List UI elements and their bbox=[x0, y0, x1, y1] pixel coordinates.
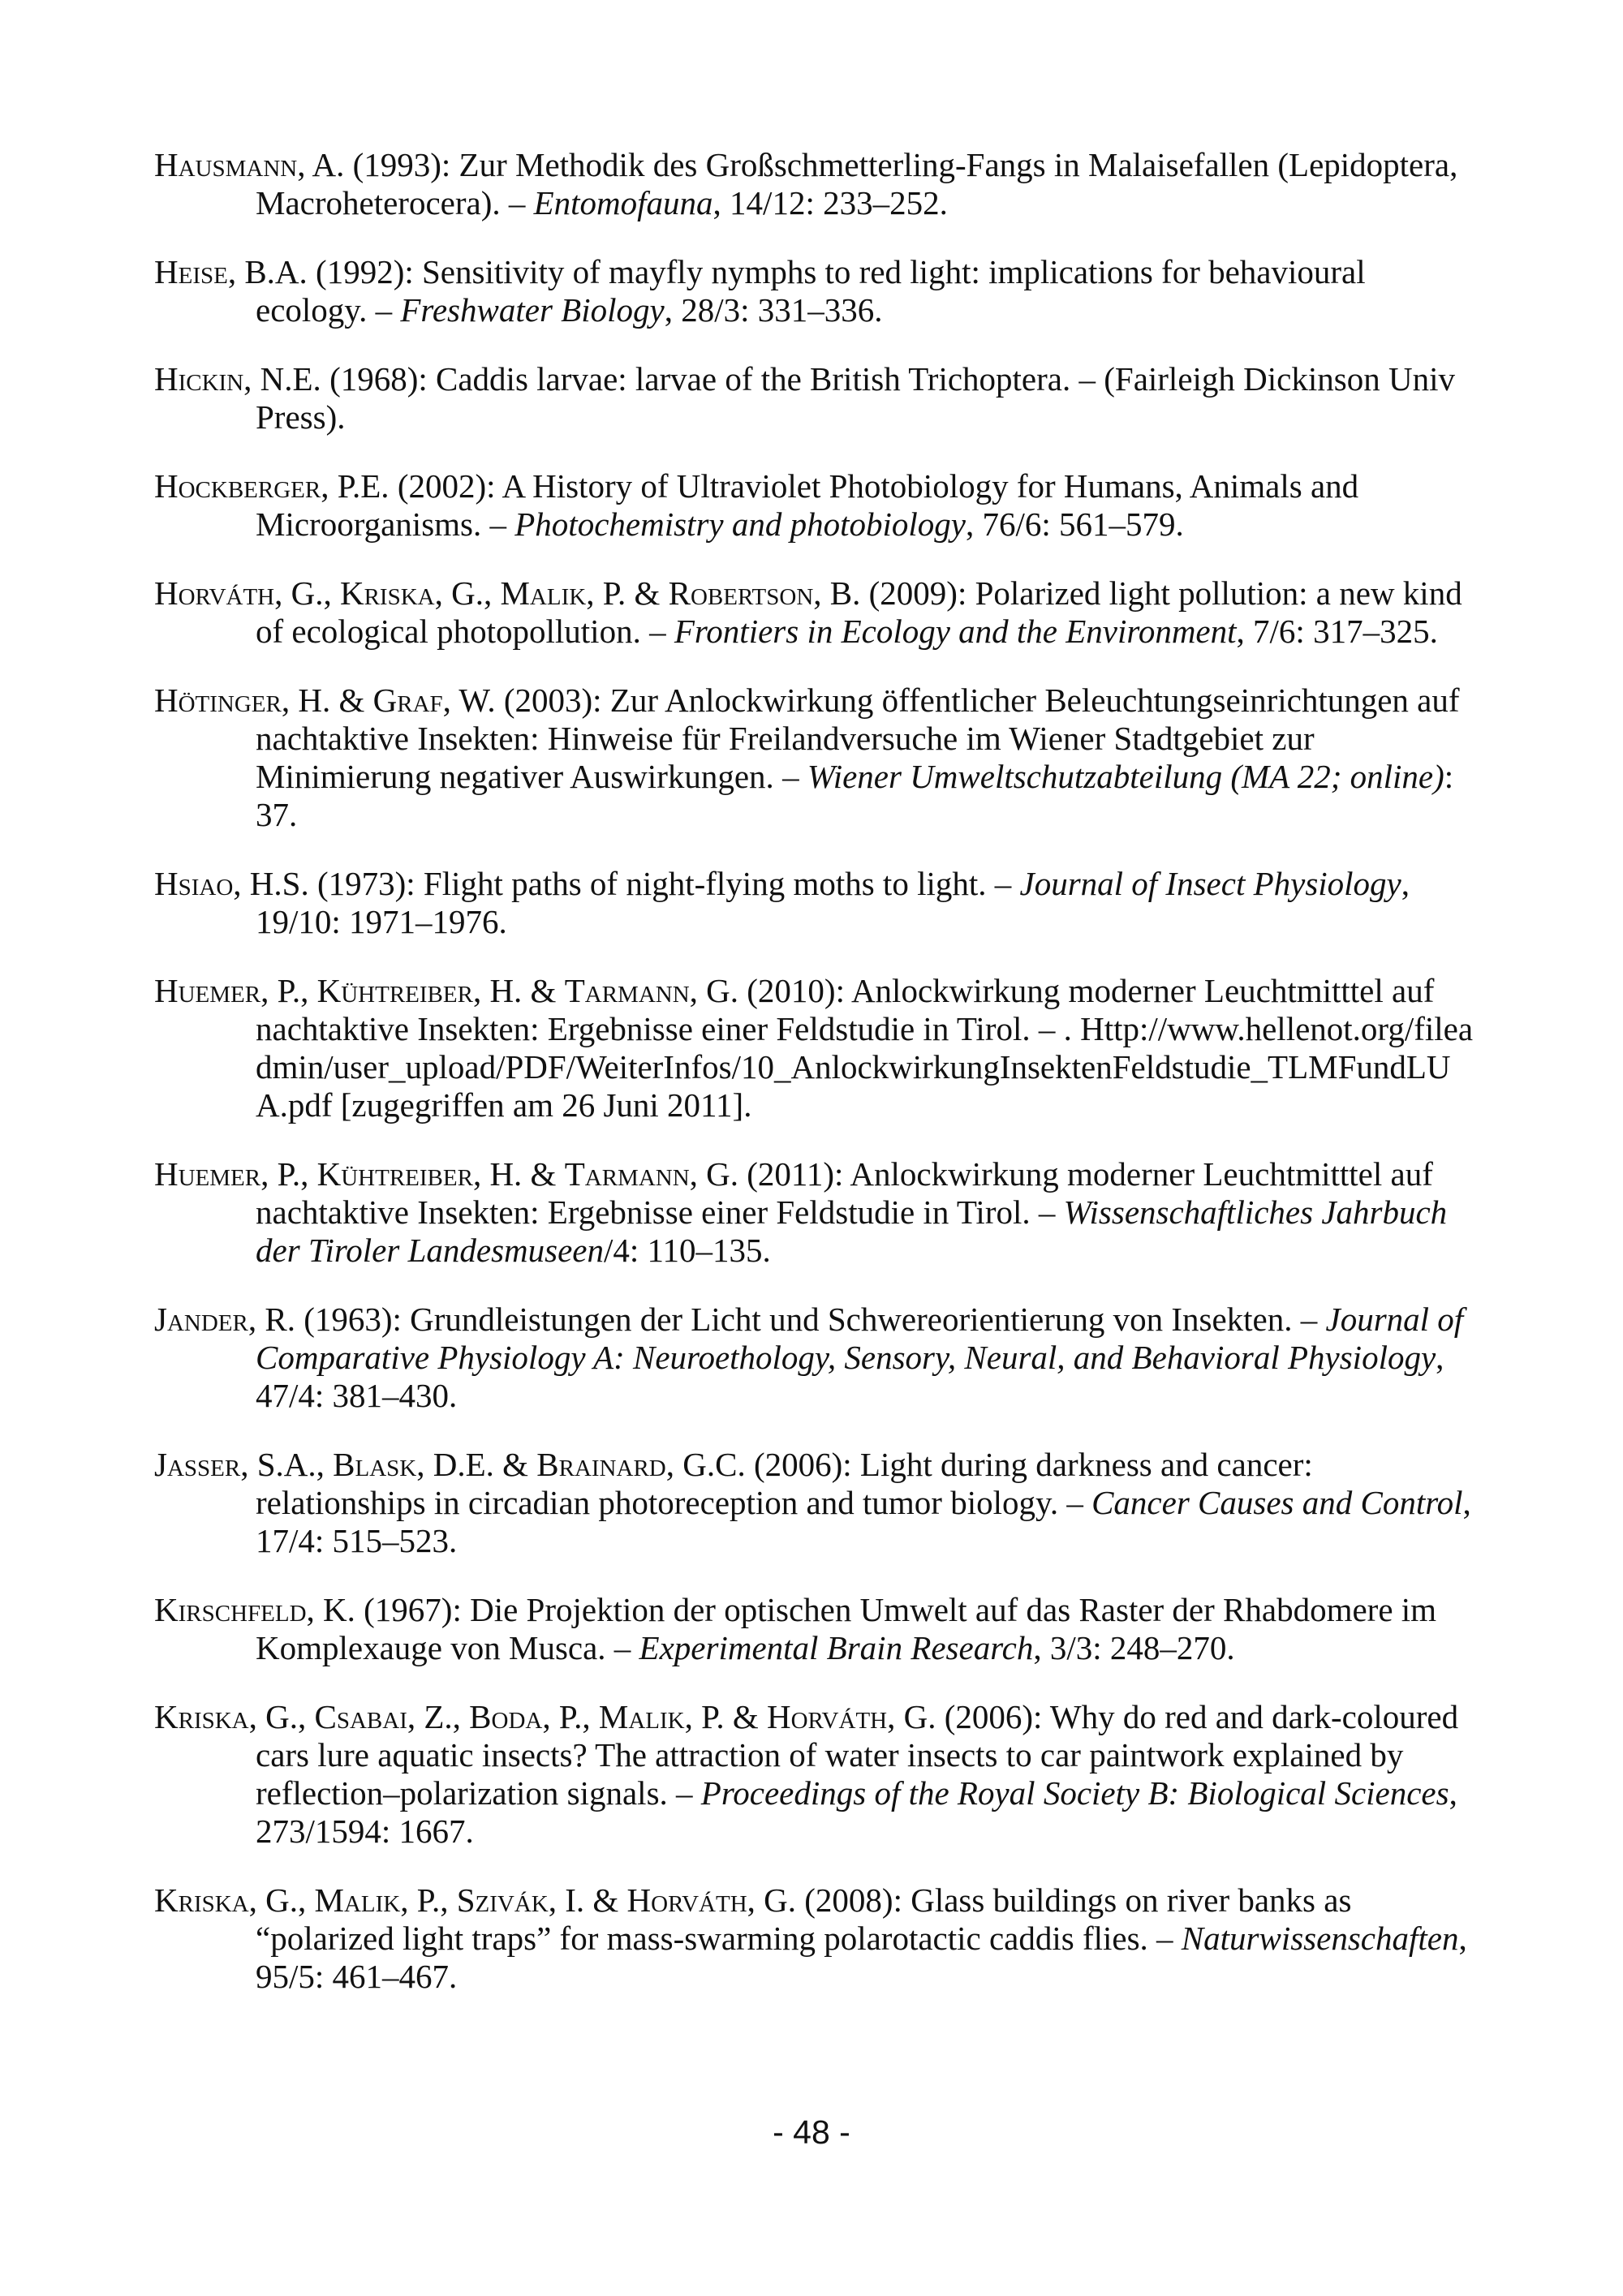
reference-entry bbox=[154, 1155, 1477, 1270]
reference-year-title: (1973): Flight paths of night-flying moths to light. bbox=[308, 865, 987, 902]
reference-pages: /5: 461–467. bbox=[289, 1958, 458, 1995]
reference-separator: , bbox=[965, 505, 983, 543]
author-initials: , P., bbox=[542, 1698, 599, 1735]
author-initials: , P.E. bbox=[321, 467, 390, 505]
author-initials: , W. bbox=[442, 681, 496, 719]
reference-year-title: (1968): Caddis larvae: larvae of the British Trichoptera. – (Fairleigh Dickinson Univ Press). bbox=[256, 360, 1455, 436]
reference-year-title: (2006): Why do red and dark-coloured cars lure aquatic insects? The attraction of water insects to car paintwork explained by reflection–polarization signals. bbox=[256, 1698, 1459, 1812]
author-initials: , H. & bbox=[472, 1155, 565, 1193]
author-initials: , G., bbox=[274, 574, 340, 612]
reference-separator: , bbox=[664, 291, 682, 329]
author-initials: , Z., bbox=[407, 1698, 470, 1735]
reference-year-title: (1967): Die Projektion der optischen Umwelt auf das Raster der Rhabdomere im Komplexauge von Musca. bbox=[256, 1591, 1437, 1666]
journal-name: Naturwissenschaften bbox=[1181, 1920, 1459, 1957]
author-surname: Kühtreiber bbox=[316, 972, 473, 1009]
reference-entry bbox=[154, 865, 1477, 941]
reference-url: Http://www.hellenot.org/fileadmin/user_upload/PDF/WeiterInfos/10_AnlockwirkungInsektenFeldstudie_TLMFundLUA.pdf bbox=[256, 1010, 1474, 1124]
journal-volume: 17 bbox=[256, 1522, 289, 1559]
author-surname: Kriska bbox=[339, 574, 435, 612]
reference-dash: – bbox=[1030, 1193, 1064, 1231]
journal-name: Photochemistry and photobiology bbox=[514, 505, 966, 543]
journal-name: Journal of Insect Physiology bbox=[1019, 865, 1401, 902]
author-surname: Kriska bbox=[154, 1881, 249, 1919]
reference-separator: , bbox=[1462, 1484, 1471, 1521]
author-surname: Kirschfeld bbox=[154, 1591, 307, 1628]
author-surname: Malik bbox=[598, 1698, 685, 1735]
reference-pages: /6: 317–325. bbox=[1269, 613, 1438, 650]
reference-separator: , bbox=[1449, 1774, 1457, 1812]
author-initials: , I. & bbox=[548, 1881, 627, 1919]
journal-name: Entomofauna bbox=[533, 184, 713, 221]
reference-separator: , bbox=[712, 184, 730, 221]
author-initials: , G., bbox=[248, 1881, 315, 1919]
reference-entry bbox=[154, 467, 1477, 544]
reference-pages: /1594: 1667. bbox=[305, 1812, 474, 1850]
reference-dash: – bbox=[1147, 1920, 1182, 1957]
reference-separator: , bbox=[1401, 865, 1410, 902]
author-initials: , N.E. bbox=[243, 360, 321, 398]
journal-volume: 14 bbox=[730, 184, 764, 221]
author-surname: Jander bbox=[154, 1301, 248, 1338]
journal-volume: 76 bbox=[982, 505, 1016, 543]
reference-pages: /4: 110–135. bbox=[603, 1232, 771, 1269]
author-surname: Horváth bbox=[766, 1698, 888, 1735]
author-surname: Malik bbox=[500, 574, 587, 612]
reference-entry bbox=[154, 146, 1477, 222]
author-surname: Hockberger bbox=[154, 467, 321, 505]
author-initials: , S.A., bbox=[240, 1446, 334, 1483]
author-surname: Hausmann bbox=[154, 146, 298, 183]
reference-year-title: (2006): Light during darkness and cancer: relationships in circadian photoreception and tumor biology. bbox=[256, 1446, 1313, 1521]
author-initials: , G. bbox=[689, 972, 739, 1009]
page-number: - 48 - bbox=[773, 2113, 850, 2151]
reference-dash: – bbox=[1058, 1484, 1092, 1521]
author-surname: Blask bbox=[333, 1446, 417, 1483]
author-surname: Hötinger bbox=[154, 681, 282, 719]
author-surname: Robertson bbox=[668, 574, 814, 612]
reference-dash: – bbox=[986, 865, 1020, 902]
journal-volume: 47 bbox=[256, 1377, 289, 1414]
reference-entry bbox=[154, 1881, 1477, 1996]
reference-separator: , bbox=[1436, 1339, 1444, 1376]
journal-volume: 7 bbox=[1253, 613, 1270, 650]
reference-pages: [zugegriffen am 26 Juni 2011]. bbox=[332, 1086, 752, 1124]
journal-name: Proceedings of the Royal Society B: Biological Sciences bbox=[700, 1774, 1449, 1812]
journal-volume: 28 bbox=[681, 291, 715, 329]
reference-entry bbox=[154, 1446, 1477, 1560]
author-initials: , B. bbox=[813, 574, 861, 612]
reference-dash: – bbox=[640, 613, 674, 650]
author-initials: , B.A. bbox=[227, 253, 308, 290]
author-surname: Hsiao bbox=[154, 865, 234, 902]
author-initials: , H.S. bbox=[233, 865, 309, 902]
reference-pages: /3: 331–336. bbox=[714, 291, 883, 329]
reference-dash: – bbox=[367, 291, 401, 329]
reference-pages: /10: 1971–1976. bbox=[289, 903, 507, 940]
reference-entry bbox=[154, 681, 1477, 834]
author-surname: Kühtreiber bbox=[316, 1155, 473, 1193]
journal-name: Journal of Comparative Physiology A: Neuroethology, Sensory, Neural, and Behavioral Physiology bbox=[256, 1301, 1464, 1376]
reference-entry bbox=[154, 1698, 1477, 1851]
author-initials: , A. bbox=[297, 146, 345, 183]
reference-dash: – bbox=[773, 758, 807, 795]
journal-volume: 3 bbox=[1049, 1629, 1067, 1666]
reference-separator: , bbox=[1236, 613, 1254, 650]
author-initials: , P., bbox=[260, 972, 317, 1009]
reference-dash: – bbox=[667, 1774, 701, 1812]
author-surname: Huemer bbox=[154, 1155, 261, 1193]
reference-year-title: (2003): Zur Anlockwirkung öffentlicher Beleuchtungseinrichtungen auf nachtaktive Insekten: Hinweise für Freilandversuche im Wiener Stadtgebiet zur Minimierung negativer Auswirkungen. bbox=[256, 681, 1460, 795]
reference-pages: /3: 248–270. bbox=[1066, 1629, 1235, 1666]
reference-year-title: (1993): Zur Methodik des Großschmetterling-Fangs in Malaisefallen (Lepidoptera, Macroheterocera). bbox=[256, 146, 1458, 221]
author-initials: , P., bbox=[400, 1881, 457, 1919]
author-surname: Csabai bbox=[314, 1698, 407, 1735]
reference-dash: – bbox=[1292, 1301, 1326, 1338]
author-surname: Tarmann bbox=[564, 972, 690, 1009]
reference-dash: – bbox=[500, 184, 534, 221]
journal-name: Cancer Causes and Control bbox=[1091, 1484, 1463, 1521]
reference-list bbox=[154, 146, 1477, 2027]
author-initials: , G. bbox=[689, 1155, 739, 1193]
reference-pages: : 37. bbox=[256, 758, 1454, 833]
reference-entry bbox=[154, 972, 1477, 1124]
reference-pages: /4: 515–523. bbox=[289, 1522, 458, 1559]
journal-name: Wissenschaftliches Jahrbuch der Tiroler Landesmuseen bbox=[256, 1193, 1448, 1269]
author-surname: Szivák bbox=[456, 1881, 549, 1919]
author-surname: Graf bbox=[372, 681, 443, 719]
author-initials: , G.C. bbox=[665, 1446, 746, 1483]
reference-year-title: (2011): Anlockwirkung moderner Leuchtmitttel auf nachtaktive Insekten: Ergebnisse einer Feldstudie in Tirol. bbox=[256, 1155, 1433, 1231]
author-surname: Huemer bbox=[154, 972, 261, 1009]
reference-pages: /6: 561–579. bbox=[1015, 505, 1184, 543]
journal-name: Frontiers in Ecology and the Environment bbox=[674, 613, 1237, 650]
author-initials: , H. & bbox=[281, 681, 373, 719]
author-surname: Jasser bbox=[154, 1446, 241, 1483]
reference-entry bbox=[154, 1301, 1477, 1415]
author-surname: Malik bbox=[314, 1881, 401, 1919]
reference-year-title: (2010): Anlockwirkung moderner Leuchtmitttel auf nachtaktive Insekten: Ergebnisse einer Feldstudie in Tirol. – . bbox=[256, 972, 1435, 1047]
reference-entry bbox=[154, 574, 1477, 651]
reference-pages: /12: 233–252. bbox=[763, 184, 948, 221]
author-initials: , G. bbox=[887, 1698, 936, 1735]
author-surname: Tarmann bbox=[564, 1155, 690, 1193]
reference-entry bbox=[154, 1591, 1477, 1667]
author-surname: Hickin bbox=[154, 360, 244, 398]
author-surname: Horváth bbox=[154, 574, 275, 612]
reference-pages: /4: 381–430. bbox=[289, 1377, 458, 1414]
author-initials: , H. & bbox=[472, 972, 565, 1009]
author-initials: , G. bbox=[747, 1881, 797, 1919]
author-surname: Kriska bbox=[154, 1698, 249, 1735]
reference-year-title: (2002): A History of Ultraviolet Photobiology for Humans, Animals and Microorganisms. bbox=[256, 467, 1359, 543]
author-initials: , D.E. & bbox=[416, 1446, 537, 1483]
reference-dash: – bbox=[481, 505, 515, 543]
reference-entry bbox=[154, 360, 1477, 436]
journal-volume: 273 bbox=[256, 1812, 306, 1850]
author-surname: Boda bbox=[469, 1698, 543, 1735]
journal-name: Experimental Brain Research bbox=[639, 1629, 1034, 1666]
author-initials: , K. bbox=[306, 1591, 355, 1628]
author-surname: Heise bbox=[154, 253, 228, 290]
author-surname: Horváth bbox=[626, 1881, 747, 1919]
journal-name: Freshwater Biology bbox=[400, 291, 665, 329]
author-surname: Brainard bbox=[536, 1446, 666, 1483]
journal-name: Wiener Umweltschutzabteilung (MA 22; online) bbox=[807, 758, 1444, 795]
journal-volume: 19 bbox=[256, 903, 289, 940]
reference-year-title: (1963): Grundleistungen der Licht und Schwereorientierung von Insekten. bbox=[295, 1301, 1293, 1338]
reference-dash: – bbox=[605, 1629, 639, 1666]
author-initials: , G., bbox=[248, 1698, 315, 1735]
author-initials: , P. & bbox=[586, 574, 669, 612]
author-initials: , P. & bbox=[684, 1698, 767, 1735]
reference-separator: , bbox=[1033, 1629, 1050, 1666]
author-initials: , P., bbox=[260, 1155, 317, 1193]
reference-year-title: (2009): Polarized light pollution: a new kind of ecological photopollution. bbox=[256, 574, 1462, 650]
reference-year-title: (1992): Sensitivity of mayfly nymphs to red light: implications for behavioural ecology. bbox=[256, 253, 1366, 329]
reference-year-title: (2008): Glass buildings on river banks as “polarized light traps” for mass-swarming polarotactic caddis flies. bbox=[256, 1881, 1352, 1957]
author-initials: , G., bbox=[434, 574, 501, 612]
author-initials: , R. bbox=[248, 1301, 295, 1338]
reference-entry bbox=[154, 253, 1477, 329]
reference-separator: , bbox=[1458, 1920, 1467, 1957]
journal-volume: 95 bbox=[256, 1958, 289, 1995]
